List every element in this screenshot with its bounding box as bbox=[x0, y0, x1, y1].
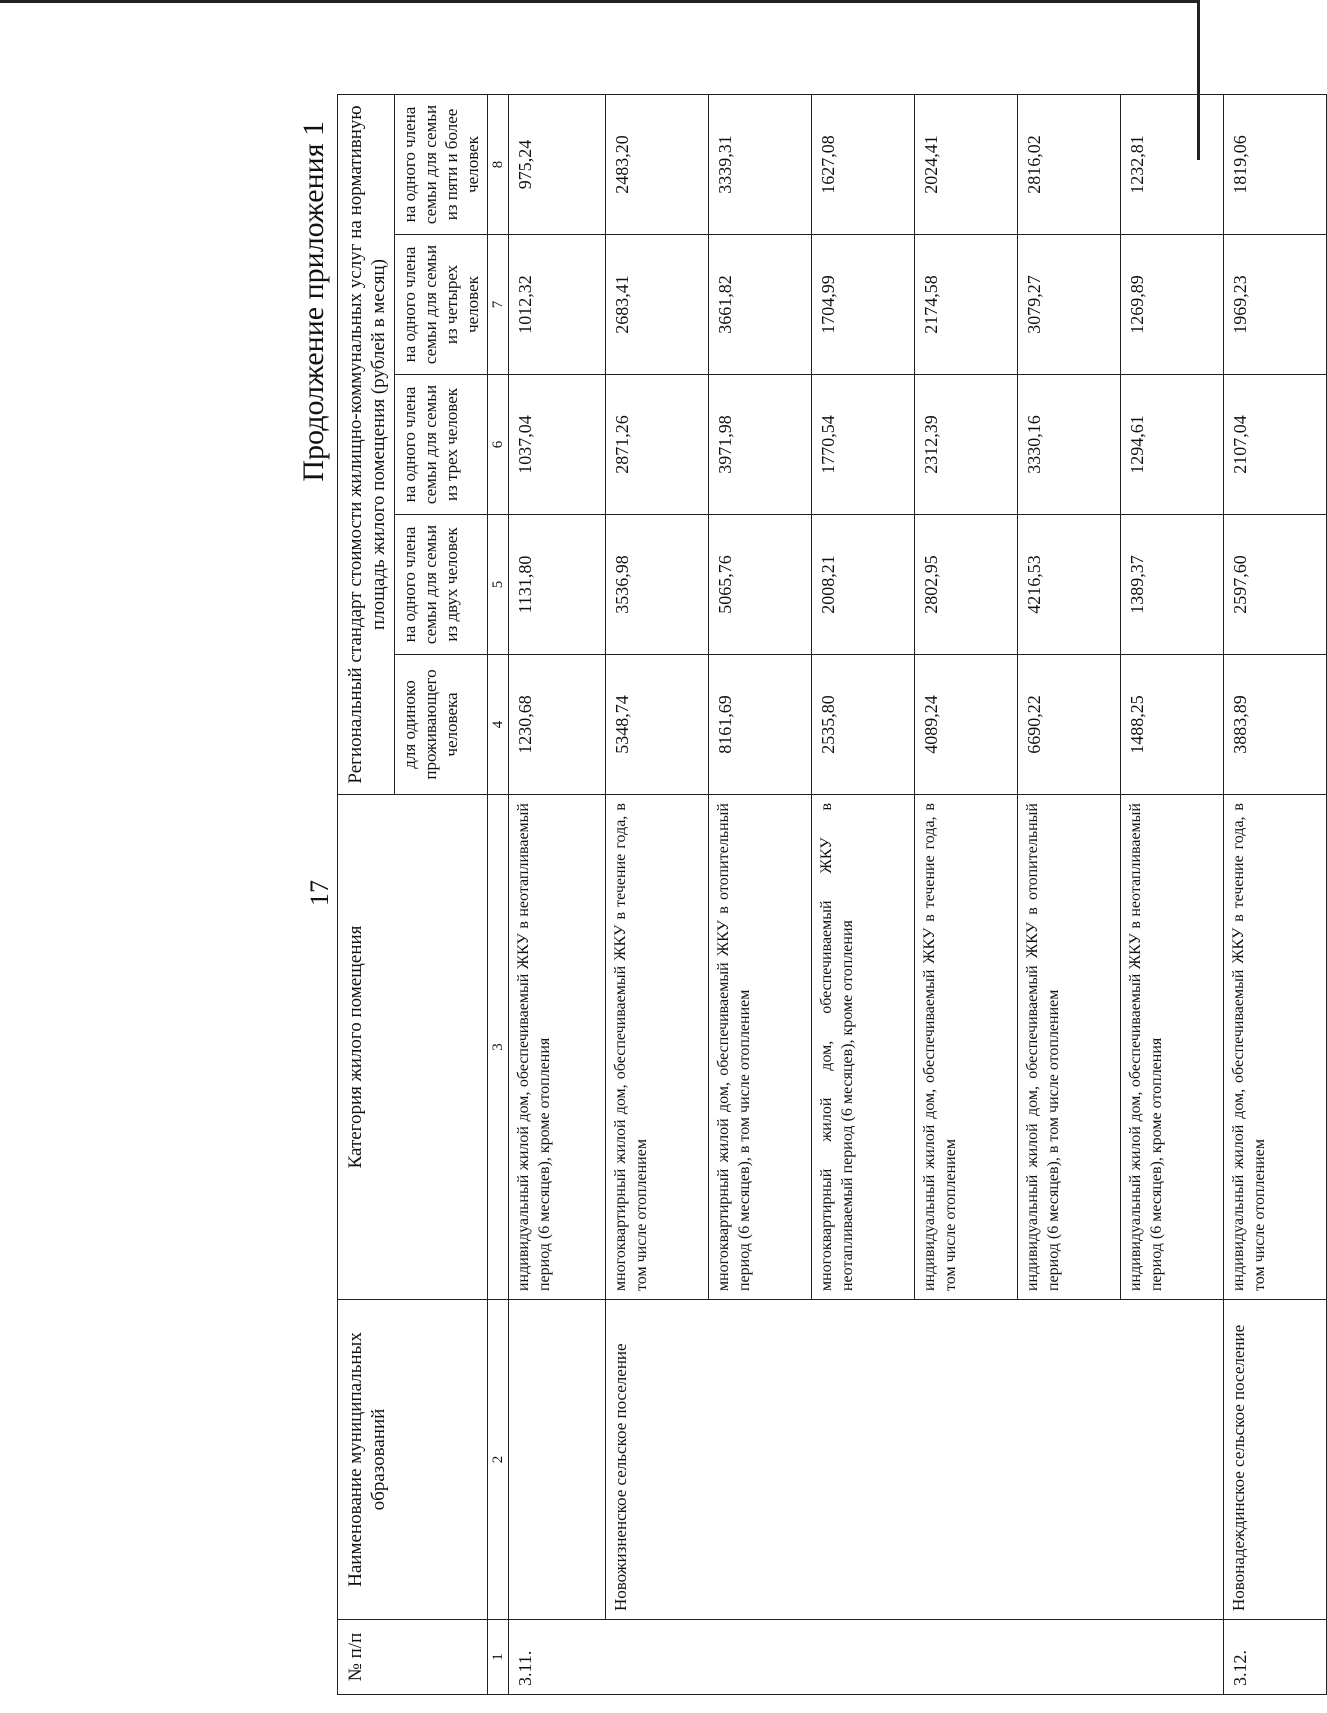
column-number: 8 bbox=[488, 94, 509, 234]
housing-category: многоквартирный жилой дом, обеспечиваемый ЖКУ в неотапливаемый период (6 месяцев), кроме отопления bbox=[812, 795, 915, 1300]
value-family-3: 1037,04 bbox=[509, 375, 606, 515]
housing-category: индивидуальный жилой дом, обеспечиваемый ЖКУ в неотапливаемый период (6 месяцев), кроме отопления bbox=[1121, 795, 1224, 1300]
header-family-2: на одного члена семьи для семьи из двух человек bbox=[395, 515, 488, 655]
value-family-3: 2312,39 bbox=[915, 375, 1018, 515]
value-family-4: 1704,99 bbox=[812, 235, 915, 375]
table-row bbox=[606, 94, 709, 1694]
value-family-4: 2683,41 bbox=[606, 235, 709, 375]
housing-category: многоквартирный жилой дом, обеспечиваемый ЖКУ в отопительный период (6 месяцев), в том числе отоплением bbox=[709, 795, 812, 1300]
value-family-3: 1770,54 bbox=[812, 375, 915, 515]
column-number: 5 bbox=[488, 515, 509, 655]
value-family-3: 1294,61 bbox=[1121, 375, 1224, 515]
header-category: Категория жилого помещения bbox=[338, 795, 488, 1300]
value-family-5: 1819,06 bbox=[1224, 94, 1327, 234]
value-family-4: 1269,89 bbox=[1121, 235, 1224, 375]
value-family-3: 2107,04 bbox=[1224, 375, 1327, 515]
value-family-4: 3661,82 bbox=[709, 235, 812, 375]
appendix-label: Продолжение приложения 1 bbox=[297, 121, 330, 482]
value-family-2: 1389,37 bbox=[1121, 515, 1224, 655]
housing-cost-table bbox=[337, 94, 1327, 1695]
value-single: 1488,25 bbox=[1121, 655, 1224, 795]
table-row bbox=[509, 94, 606, 1694]
value-family-3: 3330,16 bbox=[1018, 375, 1121, 515]
header-family-5: на одного члена семьи для семьи из пяти и более человек bbox=[395, 94, 488, 234]
rotated-page bbox=[297, 73, 1268, 1713]
column-number: 3 bbox=[488, 795, 509, 1300]
value-family-4: 1969,23 bbox=[1224, 235, 1327, 375]
column-number: 7 bbox=[488, 235, 509, 375]
value-family-5: 975,24 bbox=[509, 94, 606, 234]
value-single: 4089,24 bbox=[915, 655, 1018, 795]
header-single: для одиноко проживающего человека bbox=[395, 655, 488, 795]
value-family-2: 2008,21 bbox=[812, 515, 915, 655]
value-family-4: 3079,27 bbox=[1018, 235, 1121, 375]
value-single: 1230,68 bbox=[509, 655, 606, 795]
value-family-2: 5065,76 bbox=[709, 515, 812, 655]
column-number: 6 bbox=[488, 375, 509, 515]
header-regional-standard: Региональный стандарт стоимости жилищно-коммунальных услуг на нормативную площадь жилого помещения (рублей в месяц) bbox=[338, 94, 395, 794]
row-number: 3.11. bbox=[509, 1620, 1224, 1695]
municipality-name: Новонадеждинское сельское поселение bbox=[1224, 1300, 1327, 1620]
housing-category: индивидуальный жилой дом, обеспечиваемый ЖКУ в отопительный период (6 месяцев), в том числе отоплением bbox=[1018, 795, 1121, 1300]
value-family-4: 1012,32 bbox=[509, 235, 606, 375]
value-single: 6690,22 bbox=[1018, 655, 1121, 795]
value-family-5: 1627,08 bbox=[812, 94, 915, 234]
row-number: 3.12. bbox=[1224, 1620, 1327, 1695]
municipality-name bbox=[509, 1300, 606, 1620]
value-family-2: 2597,60 bbox=[1224, 515, 1327, 655]
page-number: 17 bbox=[305, 880, 334, 906]
value-family-2: 1131,80 bbox=[509, 515, 606, 655]
header-num: № п/п bbox=[338, 1620, 488, 1695]
housing-category: индивидуальный жилой дом, обеспечиваемый ЖКУ в течение года, в том числе отоплением bbox=[1224, 795, 1327, 1300]
value-family-5: 2483,20 bbox=[606, 94, 709, 234]
value-family-3: 2871,26 bbox=[606, 375, 709, 515]
value-single: 2535,80 bbox=[812, 655, 915, 795]
value-family-2: 4216,53 bbox=[1018, 515, 1121, 655]
municipality-name: Новожизненское сельское поселение bbox=[606, 1300, 1224, 1620]
value-family-2: 3536,98 bbox=[606, 515, 709, 655]
table-row bbox=[1224, 94, 1327, 1694]
header-family-4: на одного члена семьи для семьи из четырех человек bbox=[395, 235, 488, 375]
column-number: 2 bbox=[488, 1300, 509, 1620]
value-family-4: 2174,58 bbox=[915, 235, 1018, 375]
housing-category: индивидуальный жилой дом, обеспечиваемый ЖКУ в неотапливаемый период (6 месяцев), кроме отопления bbox=[509, 795, 606, 1300]
header-municipality: Наименование муниципальных образований bbox=[338, 1300, 488, 1620]
value-family-5: 3339,31 bbox=[709, 94, 812, 234]
column-number: 1 bbox=[488, 1620, 509, 1695]
scan-edge-top bbox=[0, 0, 1200, 3]
value-single: 5348,74 bbox=[606, 655, 709, 795]
value-family-5: 2816,02 bbox=[1018, 94, 1121, 234]
value-family-5: 2024,41 bbox=[915, 94, 1018, 234]
value-single: 8161,69 bbox=[709, 655, 812, 795]
housing-category: индивидуальный жилой дом, обеспечиваемый ЖКУ в течение года, в том числе отоплением bbox=[915, 795, 1018, 1300]
value-family-2: 2802,95 bbox=[915, 515, 1018, 655]
value-single: 3883,89 bbox=[1224, 655, 1327, 795]
column-number: 4 bbox=[488, 655, 509, 795]
header-family-3: на одного члена семьи для семьи из трех человек bbox=[395, 375, 488, 515]
value-family-3: 3971,98 bbox=[709, 375, 812, 515]
value-family-5: 1232,81 bbox=[1121, 94, 1224, 234]
housing-category: многоквартирный жилой дом, обеспечиваемый ЖКУ в течение года, в том числе отоплением bbox=[606, 795, 709, 1300]
